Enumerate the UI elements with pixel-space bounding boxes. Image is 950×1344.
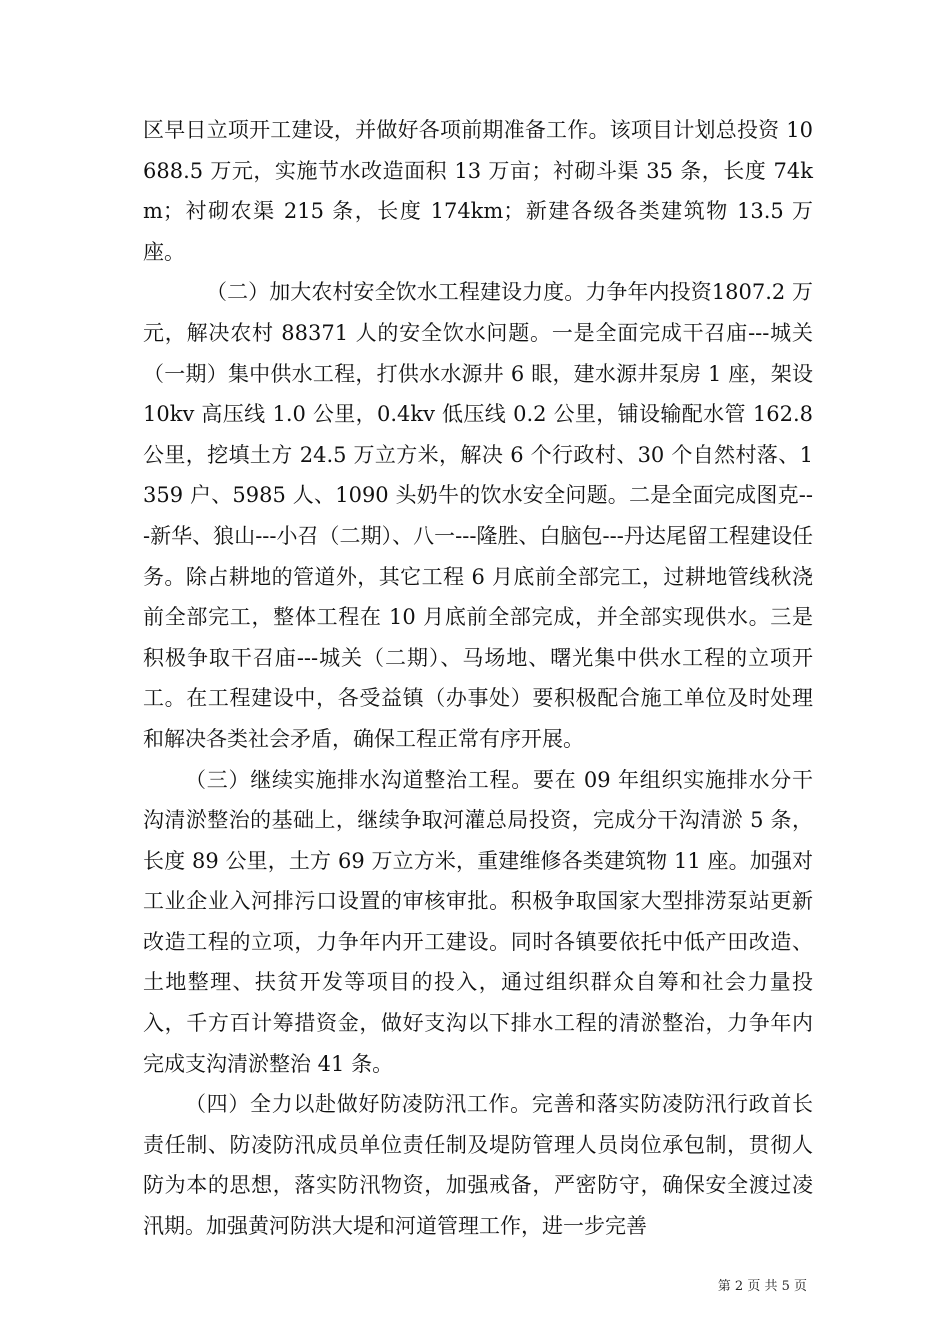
paragraph-section-2: （二）加大农村安全饮水工程建设力度。力争年内投资1807.2 万元，解决农村 88371 人的安全饮水问题。一是全面完成干召庙---城关（一期）集中供水工程，打供水水源井 6 眼，建水源井泵房 1 座，架设 10kv 高压线 1.0 公里，0.4kv 低压线 0.2 公里，铺设输配水管 162.8 公里，挖填土方 24.5 万立方米，解决 6 个行政村、30 个自然村落、1359 户、5985 人、1090 头奶牛的饮水安全问题。二是全面完成图克---新华、狼山---小召（二期）、八一---隆胜、白脑包---丹达尾留工程建设任务。除占耕地的管道外，其它工程 6 月底前全部完工，过耕地管线秋浇前全部完工，整体工程在 10 月底前全部完成，并全部实现供水。三是积极争取干召庙---城关（二期）、马场地、曙光集中供水工程的立项开工。在工程建设中，各受益镇（办事处）要积极配合施工单位及时处理和解决各类社会矛盾，确保工程正常有序开展。: [143, 280, 813, 751]
document-body: [143, 110, 813, 1247]
paragraph-continuation: 区早日立项开工建设，并做好各项前期准备工作。该项目计划总投资 10688.5 万元，实施节水改造面积 13 万亩；衬砌斗渠 35 条，长度 74km；衬砌农渠 215 条，长度 174km；新建各级各类建筑物 13.5 万座。: [143, 118, 813, 264]
paragraph-section-4: （四）全力以赴做好防凌防汛工作。完善和落实防凌防汛行政首长责任制、防凌防汛成员单位责任制及堤防管理人员岗位承包制，贯彻人防为本的思想，落实防汛物资，加强戒备，严密防守，确保安全渡过凌汛期。加强黄河防洪大堤和河道管理工作，进一步完善: [143, 1092, 813, 1239]
paragraph-section-3: （三）继续实施排水沟道整治工程。要在 09 年组织实施排水分干沟清淤整治的基础上，继续争取河灌总局投资，完成分干沟清淤 5 条，长度 89 公里，土方 69 万立方米，重建维修各类建筑物 11 座。加强对工业企业入河排污口设置的审核审批。积极争取国家大型排涝泵站更新改造工程的立项，力争年内开工建设。同时各镇要依托中低产田改造、土地整理、扶贫开发等项目的投入，通过组织群众自筹和社会力量投入，千方百计筹措资金，做好支沟以下排水工程的清淤整治，力争年内完成支沟清淤整治 41 条。: [143, 767, 813, 1076]
page-number: 第 2 页 共 5 页: [717, 1279, 807, 1294]
